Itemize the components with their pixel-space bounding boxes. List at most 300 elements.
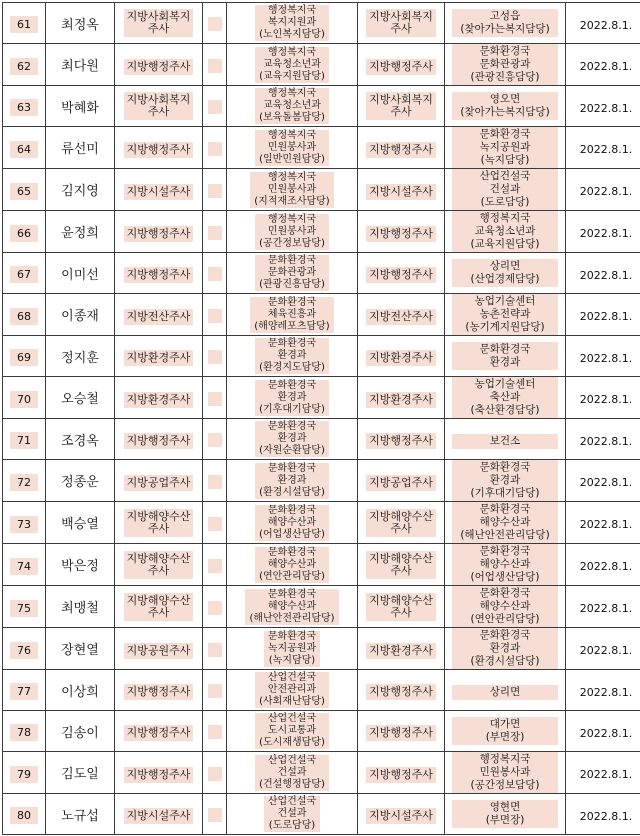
date-cell bbox=[566, 86, 640, 127]
new-dept-cell bbox=[445, 794, 566, 835]
new-dept-cell bbox=[445, 628, 566, 670]
new-rank: 지방사회복지 주사 bbox=[366, 9, 436, 37]
new-rank: 지방해양수산 주사 bbox=[366, 509, 436, 537]
row-number: 75 bbox=[10, 600, 38, 617]
current-department: 행정복지국 교육청소년과 (교육지원담당) bbox=[255, 47, 329, 83]
employee-name: 이상희 bbox=[61, 684, 99, 700]
blank-marker bbox=[208, 684, 222, 698]
new-dept-cell bbox=[445, 127, 566, 169]
current-department: 산업건설국 안전관리과 (사회재난담당) bbox=[255, 672, 329, 708]
current-dept-cell bbox=[227, 460, 358, 502]
row-number: 80 bbox=[10, 807, 38, 824]
current-department: 산업건설국 건설과 (도로담당) bbox=[264, 796, 320, 832]
blank-marker bbox=[208, 808, 222, 822]
new-department: 행정복지국 민원봉사과 (공간정보담당) bbox=[452, 752, 558, 793]
effective-date: 2022.8.1. bbox=[579, 268, 633, 282]
current-dept-cell bbox=[227, 544, 358, 586]
effective-date: 2022.8.1. bbox=[579, 310, 633, 323]
date-cell bbox=[566, 377, 640, 419]
current-rank: 지방전산주사 bbox=[124, 309, 194, 325]
blank-cell bbox=[203, 628, 227, 670]
new-rank-cell bbox=[358, 44, 445, 86]
new-rank-cell bbox=[358, 169, 445, 211]
new-rank: 지방행정주사 bbox=[366, 267, 436, 283]
current-rank: 지방행정주사 bbox=[124, 725, 194, 741]
row-number-cell bbox=[3, 377, 46, 419]
employee-name: 최다원 bbox=[61, 59, 99, 74]
name-cell bbox=[46, 419, 115, 460]
date-cell bbox=[566, 336, 640, 377]
new-dept-cell bbox=[445, 502, 566, 544]
name-cell bbox=[46, 211, 115, 253]
row-number-cell bbox=[3, 586, 46, 628]
name-cell bbox=[46, 377, 115, 419]
blank-marker bbox=[208, 767, 222, 781]
row-number-cell bbox=[3, 44, 46, 86]
blank-cell bbox=[203, 711, 227, 752]
current-rank-cell bbox=[115, 3, 203, 44]
current-rank-cell bbox=[115, 44, 203, 86]
current-rank: 지방해양수산 주사 bbox=[124, 509, 194, 537]
blank-cell bbox=[203, 670, 227, 711]
effective-date: 2022.8.1. bbox=[579, 60, 633, 73]
new-department: 영오면 (찾아가는복지담당) bbox=[452, 92, 558, 120]
current-department: 문화환경국 체육진흥과 (해양레포츠담당) bbox=[250, 297, 333, 333]
new-department: 상리면 (산업경제담당) bbox=[452, 259, 558, 287]
date-cell bbox=[566, 3, 640, 44]
row-number: 74 bbox=[10, 558, 38, 575]
new-department: 농업기술센터 농촌전략과 (농기계지원담당) bbox=[452, 294, 558, 335]
table-row bbox=[3, 253, 640, 294]
blank-marker bbox=[208, 309, 222, 323]
blank-cell bbox=[203, 752, 227, 794]
current-rank: 지방해양수산 주사 bbox=[124, 551, 194, 579]
current-department: 문화환경국 녹지공원과 (녹지담당) bbox=[264, 631, 320, 667]
new-dept-cell bbox=[445, 544, 566, 586]
row-number: 76 bbox=[10, 642, 38, 659]
blank-marker bbox=[208, 517, 222, 531]
current-department: 문화환경국 해양수산과 (해난안전관리담당) bbox=[245, 589, 338, 625]
current-rank-cell bbox=[115, 211, 203, 253]
date-cell bbox=[566, 253, 640, 294]
current-rank-cell bbox=[115, 169, 203, 211]
current-rank: 지방시설주사 bbox=[124, 808, 194, 824]
employee-name: 김송이 bbox=[61, 725, 99, 741]
blank-cell bbox=[203, 336, 227, 377]
new-rank: 지방해양수산 주사 bbox=[366, 593, 436, 621]
row-number-cell bbox=[3, 628, 46, 670]
name-cell bbox=[46, 711, 115, 752]
current-dept-cell bbox=[227, 752, 358, 794]
effective-date: 2022.8.1. bbox=[579, 434, 633, 448]
employee-name: 최정옥 bbox=[61, 17, 99, 33]
current-rank: 지방행정주사 bbox=[124, 267, 194, 283]
current-rank: 지방행정주사 bbox=[124, 767, 194, 783]
blank-cell bbox=[203, 544, 227, 586]
new-rank: 지방해양수산 주사 bbox=[366, 551, 436, 579]
new-rank-cell bbox=[358, 628, 445, 670]
new-department: 문화환경국 환경과 (환경시설담당) bbox=[452, 628, 558, 669]
current-department: 문화환경국 환경과 (환경지도담당) bbox=[255, 338, 329, 374]
current-rank: 지방사회복지 주사 bbox=[124, 92, 194, 120]
table-row bbox=[3, 127, 640, 169]
new-rank: 지방행정주사 bbox=[366, 767, 436, 783]
current-rank: 지방행정주사 bbox=[124, 226, 194, 242]
new-rank-cell bbox=[358, 711, 445, 752]
row-number-cell bbox=[3, 419, 46, 460]
current-rank: 지방행정주사 bbox=[124, 142, 194, 158]
current-rank: 지방공업주사 bbox=[124, 475, 194, 491]
effective-date: 2022.8.1. bbox=[579, 768, 633, 781]
blank-cell bbox=[203, 44, 227, 86]
table-row bbox=[3, 544, 640, 586]
name-cell bbox=[46, 628, 115, 670]
row-number: 63 bbox=[10, 99, 38, 116]
row-number-cell bbox=[3, 253, 46, 294]
date-cell bbox=[566, 752, 640, 794]
blank-marker bbox=[208, 100, 222, 114]
current-rank-cell bbox=[115, 253, 203, 294]
employee-name: 백승열 bbox=[61, 517, 99, 532]
blank-marker bbox=[208, 559, 222, 573]
new-rank: 지방사회복지 주사 bbox=[366, 92, 436, 120]
new-rank: 지방환경주사 bbox=[366, 392, 436, 408]
employee-name: 박혜화 bbox=[61, 100, 99, 116]
name-cell bbox=[46, 752, 115, 794]
current-rank: 지방사회복지 주사 bbox=[124, 9, 194, 37]
employee-name: 이미선 bbox=[61, 267, 99, 283]
new-department: 고성읍 (찾아가는복지담당) bbox=[452, 9, 558, 37]
blank-cell bbox=[203, 419, 227, 460]
current-dept-cell bbox=[227, 711, 358, 752]
current-dept-cell bbox=[227, 419, 358, 460]
date-cell bbox=[566, 670, 640, 711]
name-cell bbox=[46, 127, 115, 169]
row-number: 70 bbox=[10, 391, 38, 408]
row-number-cell bbox=[3, 460, 46, 502]
current-rank-cell bbox=[115, 794, 203, 835]
blank-marker bbox=[208, 17, 222, 31]
effective-date: 2022.8.1. bbox=[579, 560, 633, 573]
new-rank: 지방시설주사 bbox=[366, 808, 436, 824]
current-rank: 지방행정주사 bbox=[124, 433, 194, 449]
new-dept-cell bbox=[445, 294, 566, 336]
current-department: 행정복지국 민원봉사과 (일반민원담당) bbox=[255, 130, 329, 166]
effective-date: 2022.8.1. bbox=[579, 644, 633, 657]
name-cell bbox=[46, 670, 115, 711]
new-department: 행정복지국 교육청소년과 (교육지원담당) bbox=[452, 211, 558, 252]
blank-cell bbox=[203, 460, 227, 502]
blank-cell bbox=[203, 377, 227, 419]
current-rank-cell bbox=[115, 752, 203, 794]
new-rank-cell bbox=[358, 294, 445, 336]
new-rank: 지방환경주사 bbox=[366, 643, 436, 659]
row-number: 68 bbox=[10, 308, 38, 325]
row-number: 73 bbox=[10, 516, 38, 533]
name-cell bbox=[46, 169, 115, 211]
current-dept-cell bbox=[227, 670, 358, 711]
effective-date: 2022.8.1. bbox=[579, 143, 633, 156]
table-row bbox=[3, 336, 640, 377]
row-number: 65 bbox=[10, 183, 38, 200]
table-row bbox=[3, 460, 640, 502]
row-number: 77 bbox=[10, 683, 38, 700]
blank-cell bbox=[203, 794, 227, 835]
current-department: 문화환경국 환경과 (기후대기담당) bbox=[255, 380, 329, 416]
blank-cell bbox=[203, 3, 227, 44]
blank-marker bbox=[208, 267, 222, 281]
blank-marker bbox=[208, 433, 222, 447]
row-number: 71 bbox=[10, 432, 38, 449]
table-row bbox=[3, 752, 640, 794]
new-rank: 지방행정주사 bbox=[366, 684, 436, 700]
current-department: 행정복지국 민원봉사과 (지적재조사담당) bbox=[250, 172, 333, 208]
new-rank: 지방공업주사 bbox=[366, 475, 436, 491]
date-cell bbox=[566, 586, 640, 628]
employee-name: 정지훈 bbox=[61, 350, 99, 366]
name-cell bbox=[46, 44, 115, 86]
new-rank: 지방행정주사 bbox=[366, 59, 436, 75]
current-rank: 지방행정주사 bbox=[124, 59, 194, 75]
new-rank-cell bbox=[358, 752, 445, 794]
current-rank-cell bbox=[115, 419, 203, 460]
new-department: 문화환경국 환경과 bbox=[452, 342, 558, 370]
blank-cell bbox=[203, 586, 227, 628]
employee-name: 오승철 bbox=[61, 392, 99, 407]
row-number: 78 bbox=[10, 724, 38, 741]
new-dept-cell bbox=[445, 44, 566, 86]
current-rank: 지방해양수산 주사 bbox=[124, 593, 194, 621]
current-dept-cell bbox=[227, 502, 358, 544]
new-dept-cell bbox=[445, 3, 566, 44]
row-number-cell bbox=[3, 711, 46, 752]
effective-date: 2022.8.1. bbox=[579, 726, 633, 740]
current-department: 산업건설국 도시교통과 (도시재생담당) bbox=[255, 713, 329, 749]
new-department: 문화환경국 해양수산과 (해난안전관리담당) bbox=[452, 502, 558, 543]
blank-cell bbox=[203, 86, 227, 127]
new-rank-cell bbox=[358, 670, 445, 711]
personnel-table bbox=[2, 2, 640, 835]
row-number-cell bbox=[3, 794, 46, 835]
row-number-cell bbox=[3, 670, 46, 711]
table-row bbox=[3, 711, 640, 752]
table-row bbox=[3, 294, 640, 336]
current-rank-cell bbox=[115, 460, 203, 502]
effective-date: 2022.8.1. bbox=[579, 351, 633, 365]
current-rank-cell bbox=[115, 86, 203, 127]
current-dept-cell bbox=[227, 3, 358, 44]
new-rank: 지방행정주사 bbox=[366, 725, 436, 741]
date-cell bbox=[566, 294, 640, 336]
name-cell bbox=[46, 3, 115, 44]
current-department: 행정복지국 교육청소년과 (보육돌봄담당) bbox=[255, 88, 329, 124]
new-department: 문화환경국 녹지공원과 (녹지담당) bbox=[452, 127, 558, 168]
effective-date: 2022.8.1. bbox=[579, 685, 633, 699]
date-cell bbox=[566, 460, 640, 502]
effective-date: 2022.8.1. bbox=[579, 101, 633, 115]
current-department: 행정복지국 민원봉사과 (공간정보담당) bbox=[255, 214, 329, 250]
new-dept-cell bbox=[445, 253, 566, 294]
new-dept-cell bbox=[445, 586, 566, 628]
effective-date: 2022.8.1. bbox=[579, 602, 633, 615]
new-dept-cell bbox=[445, 460, 566, 502]
table-row bbox=[3, 44, 640, 86]
row-number-cell bbox=[3, 752, 46, 794]
new-rank: 지방환경주사 bbox=[366, 350, 436, 366]
current-department: 문화환경국 환경과 (자원순환담당) bbox=[255, 421, 329, 457]
current-dept-cell bbox=[227, 377, 358, 419]
effective-date: 2022.8.1. bbox=[579, 185, 633, 198]
blank-marker bbox=[208, 142, 222, 156]
employee-name: 최맹철 bbox=[61, 601, 99, 616]
effective-date: 2022.8.1. bbox=[579, 393, 633, 406]
new-rank-cell bbox=[358, 253, 445, 294]
current-rank-cell bbox=[115, 502, 203, 544]
date-cell bbox=[566, 419, 640, 460]
current-department: 행정복지국 복지지원과 (노인복지담당) bbox=[255, 5, 329, 41]
new-rank-cell bbox=[358, 3, 445, 44]
row-number-cell bbox=[3, 502, 46, 544]
blank-cell bbox=[203, 211, 227, 253]
row-number-cell bbox=[3, 169, 46, 211]
new-department: 문화환경국 문화관광과 (관광진흥담당) bbox=[452, 44, 558, 85]
employee-name: 조경옥 bbox=[61, 433, 99, 449]
blank-marker bbox=[208, 725, 222, 739]
current-rank-cell bbox=[115, 628, 203, 670]
employee-name: 정종운 bbox=[61, 475, 99, 490]
table-row bbox=[3, 419, 640, 460]
new-dept-cell bbox=[445, 211, 566, 253]
current-department: 문화환경국 환경과 (환경시설담당) bbox=[255, 463, 329, 499]
new-rank-cell bbox=[358, 127, 445, 169]
date-cell bbox=[566, 211, 640, 253]
current-rank-cell bbox=[115, 127, 203, 169]
current-rank: 지방공원주사 bbox=[124, 643, 194, 659]
new-dept-cell bbox=[445, 86, 566, 127]
date-cell bbox=[566, 628, 640, 670]
new-department: 보건소 bbox=[452, 434, 558, 449]
current-rank-cell bbox=[115, 377, 203, 419]
current-rank: 지방행정주사 bbox=[124, 684, 194, 700]
new-rank-cell bbox=[358, 586, 445, 628]
new-rank-cell bbox=[358, 336, 445, 377]
blank-marker bbox=[208, 350, 222, 364]
new-rank-cell bbox=[358, 794, 445, 835]
name-cell bbox=[46, 544, 115, 586]
row-number: 61 bbox=[10, 16, 38, 33]
effective-date: 2022.8.1. bbox=[579, 18, 633, 32]
current-rank-cell bbox=[115, 544, 203, 586]
blank-cell bbox=[203, 253, 227, 294]
employee-name: 김지영 bbox=[61, 184, 99, 199]
date-cell bbox=[566, 127, 640, 169]
new-rank-cell bbox=[358, 502, 445, 544]
date-cell bbox=[566, 502, 640, 544]
blank-marker bbox=[208, 226, 222, 240]
blank-cell bbox=[203, 127, 227, 169]
effective-date: 2022.8.1. bbox=[579, 476, 633, 489]
new-rank: 지방전산주사 bbox=[366, 309, 436, 325]
name-cell bbox=[46, 794, 115, 835]
table-row bbox=[3, 377, 640, 419]
blank-marker bbox=[208, 184, 222, 198]
current-dept-cell bbox=[227, 253, 358, 294]
current-dept-cell bbox=[227, 127, 358, 169]
new-department: 대가면 (부면장) bbox=[452, 717, 558, 745]
blank-marker bbox=[208, 392, 222, 406]
current-rank-cell bbox=[115, 586, 203, 628]
table-row bbox=[3, 794, 640, 835]
new-department: 산업건설국 건설과 (도로담당) bbox=[452, 169, 558, 210]
row-number-cell bbox=[3, 127, 46, 169]
table-row bbox=[3, 670, 640, 711]
current-dept-cell bbox=[227, 44, 358, 86]
blank-marker bbox=[208, 475, 222, 489]
table-row bbox=[3, 502, 640, 544]
name-cell bbox=[46, 460, 115, 502]
blank-marker bbox=[208, 643, 222, 657]
employee-name: 윤정희 bbox=[61, 226, 99, 241]
new-rank-cell bbox=[358, 211, 445, 253]
row-number-cell bbox=[3, 336, 46, 377]
current-dept-cell bbox=[227, 794, 358, 835]
row-number-cell bbox=[3, 86, 46, 127]
effective-date: 2022.8.1. bbox=[579, 518, 633, 531]
blank-cell bbox=[203, 294, 227, 336]
current-rank: 지방시설주사 bbox=[124, 184, 194, 200]
blank-marker bbox=[208, 59, 222, 73]
current-department: 문화환경국 해양수산과 (연안관리담당) bbox=[255, 547, 329, 583]
row-number: 69 bbox=[10, 349, 38, 366]
new-department: 문화환경국 환경과 (기후대기담당) bbox=[452, 460, 558, 501]
current-department: 산업건설국 건설과 (건설행정담당) bbox=[255, 755, 329, 791]
current-rank-cell bbox=[115, 670, 203, 711]
new-rank: 지방행정주사 bbox=[366, 433, 436, 449]
blank-cell bbox=[203, 169, 227, 211]
new-department: 상리면 bbox=[452, 685, 558, 700]
current-dept-cell bbox=[227, 294, 358, 336]
current-rank-cell bbox=[115, 336, 203, 377]
date-cell bbox=[566, 44, 640, 86]
new-rank-cell bbox=[358, 86, 445, 127]
current-dept-cell bbox=[227, 586, 358, 628]
name-cell bbox=[46, 86, 115, 127]
table-row bbox=[3, 586, 640, 628]
new-rank-cell bbox=[358, 419, 445, 460]
new-dept-cell bbox=[445, 169, 566, 211]
current-department: 문화환경국 해양수산과 (어업생산담당) bbox=[255, 505, 329, 541]
current-dept-cell bbox=[227, 86, 358, 127]
new-department: 문화환경국 해양수산과 (어업생산담당) bbox=[452, 544, 558, 585]
current-dept-cell bbox=[227, 211, 358, 253]
personnel-table-body bbox=[3, 3, 640, 835]
new-department: 문화환경국 해양수산과 (연안관리담당) bbox=[452, 586, 558, 627]
blank-marker bbox=[208, 601, 222, 615]
current-dept-cell bbox=[227, 628, 358, 670]
name-cell bbox=[46, 336, 115, 377]
name-cell bbox=[46, 294, 115, 336]
current-department: 문화환경국 문화관광과 (관광진흥담당) bbox=[255, 255, 329, 291]
new-rank-cell bbox=[358, 460, 445, 502]
row-number-cell bbox=[3, 211, 46, 253]
row-number: 64 bbox=[10, 141, 38, 158]
row-number: 72 bbox=[10, 474, 38, 491]
date-cell bbox=[566, 169, 640, 211]
current-rank: 지방환경주사 bbox=[124, 392, 194, 408]
table-row bbox=[3, 3, 640, 44]
employee-name: 장현열 bbox=[61, 643, 99, 658]
new-dept-cell bbox=[445, 670, 566, 711]
